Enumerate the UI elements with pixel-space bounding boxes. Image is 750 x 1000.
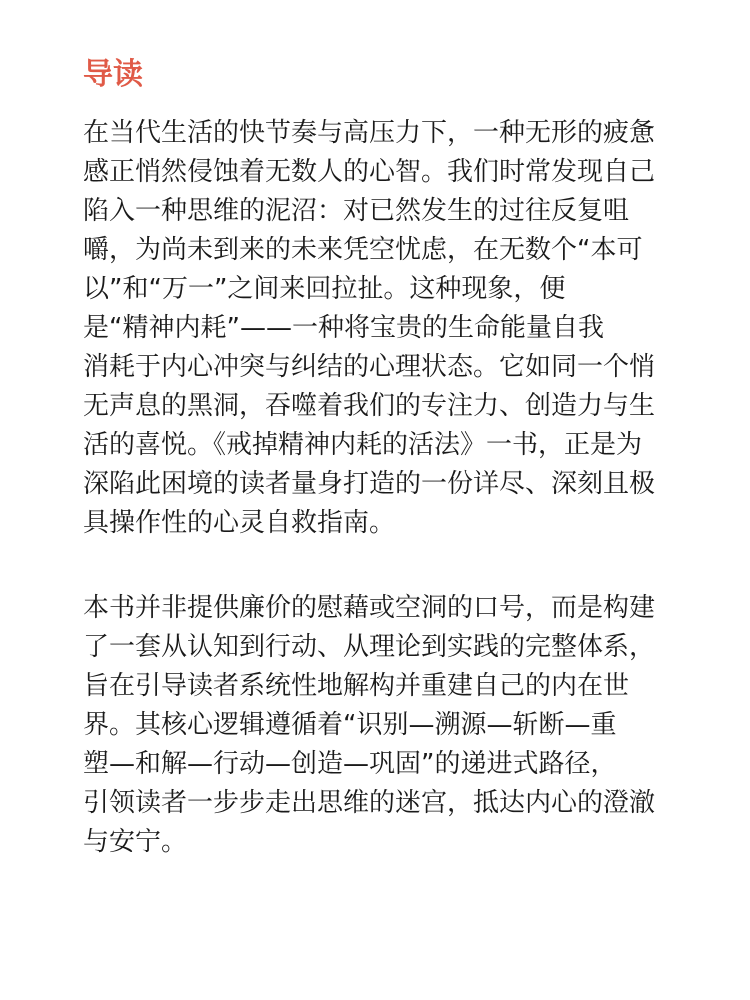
text-line: 界。其核心逻辑遵循着“识别—溯源—斩断—重 [83, 710, 617, 740]
text-line: 深陷此困境的读者量身打造的一份详尽、深刻且极 [83, 469, 656, 499]
text-line: 是“精神内耗”——一种将宝贵的生命能量自我 [83, 313, 604, 343]
text-line: 塑—和解—行动—创造—巩固”的递进式路径， [83, 749, 617, 779]
text-line: 嚼，为尚未到来的未来凭空忧虑，在无数个“本可 [83, 235, 643, 265]
section-title: 导读 [83, 57, 143, 92]
text-line: 了一套从认知到行动、从理论到实践的完整体系， [83, 632, 656, 662]
text-line: 引领读者一步步走出思维的迷宫，抵达内心的澄澈 [83, 788, 656, 818]
text-line: 无声息的黑洞，吞噬着我们的专注力、创造力与生 [83, 391, 656, 421]
text-line: 陷入一种思维的泥沼：对已然发生的过往反复咀 [83, 196, 630, 226]
text-line: 旨在引导读者系统性地解构并重建自己的内在世 [83, 671, 630, 701]
text-line: 具操作性的心灵自救指南。 [83, 508, 396, 538]
text-line: 在当代生活的快节奏与高压力下，一种无形的疲惫 [83, 118, 656, 148]
text-line: 与安宁。 [83, 827, 188, 857]
paragraph-2 [83, 589, 683, 862]
paragraph-1 [83, 114, 683, 543]
text-line: 本书并非提供廉价的慰藉或空洞的口号，而是构建 [83, 593, 656, 623]
text-line: 以”和“万一”之间来回拉扯。这种现象，便 [83, 274, 566, 304]
text-line: 消耗于内心冲突与纠结的心理状态。它如同一个悄 [83, 352, 656, 382]
text-line: 活的喜悦。《戒掉精神内耗的活法》一书，正是为 [83, 430, 643, 460]
text-line: 感正悄然侵蚀着无数人的心智。我们时常发现自己 [83, 157, 656, 187]
